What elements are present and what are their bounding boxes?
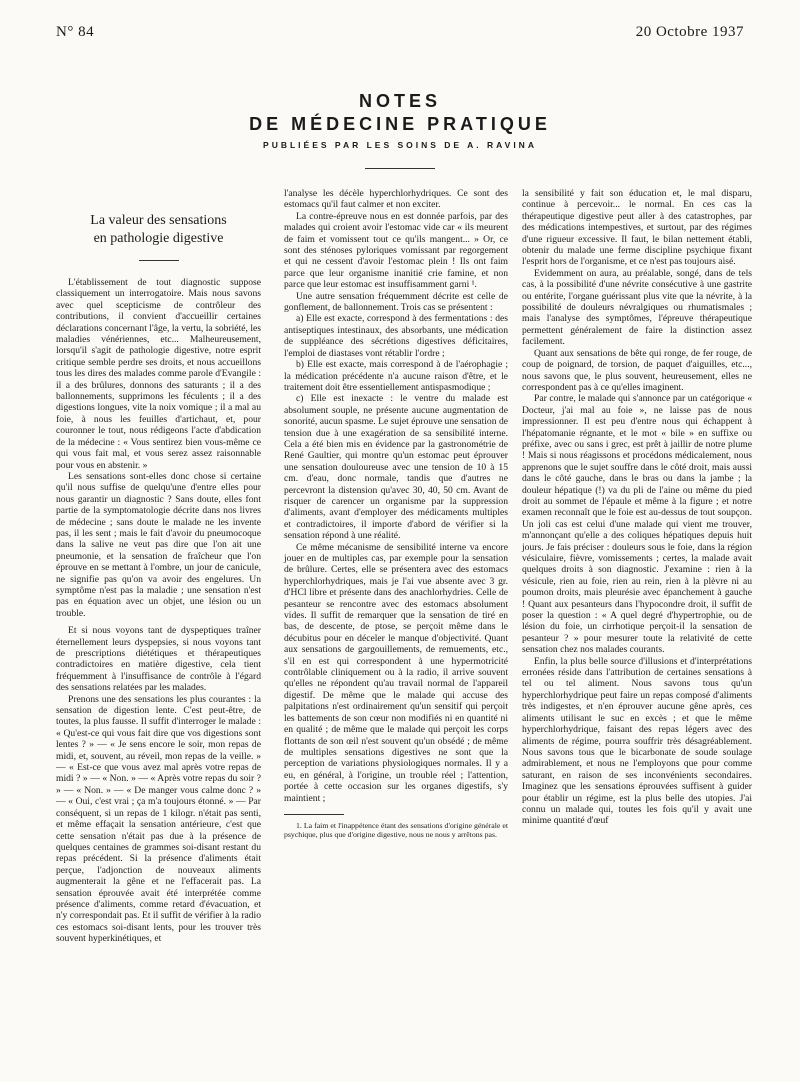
issue-date: 20 Octobre 1937 xyxy=(635,24,744,40)
column-2 xyxy=(284,188,508,840)
article-title-line1: La valeur des sensations xyxy=(90,213,227,228)
paragraph: Prenons une des sensations les plus courantes : la sensation de digestion lente. C'est peut-être, de toutes, la plus fausse. Il suffit d'interroger le malade : « Qu'est-ce qui vous fait dire que vos digestions sont lentes ? » — « Je sens encore le soir, mon repas de midi, et, souvent, au réveil, mon repas de la veille. » — « Est-ce que vous avez mal après votre repas de midi ? » — « Non. » — « Après votre repas du soir ? » — « Non. » — « De manger vous calme donc ? » — « Oui, c'est vrai ; ça m'a toujours étonné. » — Par conséquent, si un repas de 1 kilogr. n'était pas senti, et même effaçait la sensation antérieure, c'est que cette sensation n'était pas due à la présence de quelques centaines de grammes soi-disant restant du repas précédent. Si la présence d'aliments était perçue, l'adjonction de nouveaux aliments augmenterait la gêne et ne l'effacerait pas. La sensation éprouvée avait été interprétée comme présence d'aliments, comme retard d'évacuation, et n'y correspondait pas. Et il suffit de vérifier à la radio ces estomacs soi-disant lents, pour les trouver très souvent hyperkinétiques, et xyxy=(56,693,261,945)
paragraph: Ce même mécanisme de sensibilité interne va encore jouer en de multiples cas, par exemple pour la sensation de brûlure. Certes, elle se présentera avec des estomacs hyperchlorhydriques, mais je l'ai vue absente avec 3 gr. d'HCl libre et présente dans des anachlorhydries. Celle de pesanteur se rencontre avec des estomacs absolument vides. Il suffit de remarquer que la sensation de tiré en bas, de descente, de ptose, se perçoit même dans le décubitus pour en déceler le manque d'objectivité. Quant aux sensations de gargouillements, de remuements, etc., s'il en est qui correspondent à une hypermotricité contrôlable cliniquement ou à la radio, il arrive souvent qu'elles ne répondent qu'au travail normal de l'appareil digestif. De même que le malade qui accuse des palpitations n'est ordinairement qu'un sensitif qui perçoit les battements de son cœur non modifiés ni en quantité ni en qualité ; de même que le malade qui perçoit les corps flottants de son œil n'est souvent qu'un obsédé ; de même de multiples sensations digestives ne sont que la perception de variations physiologiques normales. Il y a eu, en général, à l'origine, un trouble réel ; l'attention, portée à cette occasion sur les organes digestifs, s'y maintient ; xyxy=(284,541,508,804)
article-title-line2: en pathologie digestive xyxy=(93,231,224,246)
paragraph: l'analyse les décèle hyperchlorhydriques. Ce sont des estomacs qu'il faut calmer et non exciter. xyxy=(284,188,508,211)
paragraph: Et si nous voyons tant de dyspeptiques traîner éternellement leurs dyspepsies, si nous voyons tant de prescriptions diététiques et thérapeutiques contradictoires en matière digestive, cela tient fréquemment à l'insuffisance de contrôle à l'égard des sensations relatées par les malades. xyxy=(56,625,261,694)
masthead xyxy=(0,90,800,169)
paragraph: La contre-épreuve nous en est donnée parfois, par des malades qui croient avoir l'estomac vide car « ils meurent de faim et vomissent tout ce qu'ils mangent... » Or, ce sont des sténoses pyloriques vomissant par regorgement et qui ne cessent d'avoir l'estomac plein ! Ils ont faim parce que leur organisme inanitié crie famine, et non parce que leur estomac est insuffisamment garni ¹. xyxy=(284,210,508,291)
paragraph: a) Elle est exacte, correspond à des fermentations : des antiseptiques intestinaux, des absorbants, une médication de suppléance des sécrétions digestives déficitaires, l'emploi de diastases vont rétablir l'ordre ; xyxy=(284,313,508,359)
column-1 xyxy=(56,212,261,945)
paragraph: L'établissement de tout diagnostic suppose classiquement un interrogatoire. Mais nous savons avec quel scepticisme de contrôleur des contributions, il convient d'accueillir certaines déclarations concernant l'âge, la vertu, la sobriété, les maladies vénériennes, etc... Malheureusement, lorsqu'il s'agit de pathologie digestive, notre esprit critique semble perdre ses droits, et nous accueillons tous les dires des malades comme parole d'Evangile : il a des brûlures, donnons des saturants ; il a des ballonnements, supprimons les féculents ; il a des digestions longues, vite la noix vomique ; il a mal au foie, à nous les feuilles d'artichaut, et, pour couronner le tout, nous rédigeons l'acte d'abdication de la médecine : « Vous sentirez bien vous-même ce qui vous fait mal, et vous serez assez raisonnable pour vous en abstenir. » xyxy=(56,277,261,471)
paragraph: Enfin, la plus belle source d'illusions et d'interprétations erronées réside dans l'attribution de certaines sensations à tel ou tel aliment. Nous savons tous qu'un hyperchlorhydrique peut faire un repas composé d'aliments très indigestes, et n'en éprouver aucune gêne après, ces aliments utilisant le suc en excès ; et que le même hyperchlorhydrique, faisant des repas légers avec des aliments de régime, pourra souffrir très désagréablement. Nous savons tous que le bicarbonate de soude soulage admirablement, et nous ne l'employons que pour comme saturant, en raison de ses inconvénients secondaires. Imaginez que les sensations éprouvées suffisent à guider pour établir un régime, est la plus belle des utopies. J'ai connu un malade qui, toutes les fois qu'il y avait une minime quantité d'œuf xyxy=(522,655,752,827)
page-number: N° 84 xyxy=(56,24,95,40)
paragraph: c) Elle est inexacte : le ventre du malade est absolument souple, ne présente aucune augmentation de sonorité, aucun spasme. Le sujet éprouve une sensation de tension due à une exagération de sa sensibilité interne. Cela a été bien mis en évidence par la gastronométrie de René Gaultier, qui montre qu'un estomac peut éprouver une sensation douloureuse avec une tension de 10 à 15 cm. d'eau, donc normale, tandis que d'autres ne percevront la distension qu'avec 30, 40, 50 cm. Avant de risquer de carencer un organisme par la suppression d'aliments, avant d'employer des médicaments multiples et contradictoires, il importe d'abord de vérifier si la sensation répond à une réalité. xyxy=(284,393,508,542)
paragraph: Les sensations sont-elles donc chose si certaine qu'il nous suffise de quelqu'une d'entre elles pour nous garantir un diagnostic ? Sans doute, elles font partie de la symptomatologie décrite dans nos livres de médecine ; sans doute le malade ne les invente pas, il les sent ; mais le fait d'avoir du pneumocoque dans la salive ne veut pas dire que l'on ait une pneumonie, et la sensation de fraîcheur que l'on éprouve en se mettant à l'ombre, un jour de canicule, ne signifie pas qu'on va avoir des engelures. Un symptôme n'est pas la maladie ; une sensation n'est pas en équation avec un objet, une lésion ou un trouble. xyxy=(56,470,261,619)
masthead-divider xyxy=(365,168,435,169)
footnote: 1. La faim et l'inappétence étant des sensations d'origine générale et psychique, plus que d'origine digestive, nous ne nous y arrêtons pas. xyxy=(284,820,508,840)
paragraph: Une autre sensation fréquemment décrite est celle de gonflement, de ballonnement. Trois cas se présentent : xyxy=(284,290,508,314)
footnote-divider xyxy=(284,814,344,815)
masthead-line1: NOTES xyxy=(358,91,441,111)
paragraph: Quant aux sensations de bête qui ronge, de fer rouge, de coup de poignard, de torsion, de paquet d'aiguilles, etc..., nous savons que, le plus souvent, heureusement, elles ne correspondent pas à ce qu'elles imaginent. xyxy=(522,347,752,393)
masthead-line2: DE MÉDECINE PRATIQUE xyxy=(249,114,551,134)
paragraph: Evidemment on aura, au préalable, songé, dans de tels cas, à la possibilité d'une névrite consécutive à une gastrite ou entérite, l'organe guérissant plus vite que la névrite, à la possibilité de douleurs névralgiques ou rhumatismales ; mais l'analyse des symptômes, l'épreuve thérapeutique permettent généralement de faire la distinction assez facilement. xyxy=(522,267,752,348)
paragraph: Par contre, le malade qui s'annonce par un catégorique « Docteur, j'ai mal au foie », ne laisse pas de nous impressionner. Il est peu d'entre nous qui échappent à l'hépatomanie régnante, et le mot « bile » en suffixe ou préfixe, avec ou sans i grec, est prêt à jaillir de notre plume ! Mais si nous réagissons et procédons médicalement, nous apprenons que le sujet souffre dans le côté droit, mais aussi dans le côté gauche, dans le bras ou dans la jambe ; la douleur hépatique (!) va du pli de l'aine ou même du pied droit au sommet de l'épaule et même à la figure ; et notre examen reconnaît que le foie est au-dessus de tout soupçon. Un joli cas est celui d'une malade qui vient me trouver, m'annonçant qu'elle a des coliques hépatiques depuis huit jours. Je fais préciser : douleurs sous le foie, dans la région vésiculaire, fièvre, vomissements ; certes, la malade avait quelques droits à son diagnostic. J'examine : rien à la vésicule, rien au foie, rien au rein, rien à la plèvre ni au poumon droits, mais pleurésie avec épanchement à gauche ! Quant aux pesanteurs dans l'hypocondre droit, il suffit de poser la question : « A quel degré d'hypertrophie, ou de lésion du foie, un cirrhotique perçoit-il la sensation de pesanteur ? » pour mesurer toute la relativité de cette sensation chez nos malades courants. xyxy=(522,393,752,656)
article-title xyxy=(56,212,261,248)
masthead-line3: PUBLIÉES PAR LES SOINS DE A. RAVINA xyxy=(263,140,537,150)
column-3 xyxy=(522,188,752,827)
paragraph: la sensibilité y fait son éducation et, le mal disparu, continue à percevoir... le normal. En ces cas la thérapeutique digestive peut aller à des catastrophes, par des médications intempestives, et surtout, par des régimes d'une rigueur excessive. Il faut, le bilan nettement établi, obtenir du malade une ferme discipline psychique fixant l'esprit hors de l'organisme, et ce n'est pas toujours aisé. xyxy=(522,188,752,268)
title-divider xyxy=(139,260,179,261)
paragraph: b) Elle est exacte, mais correspond à de l'aérophagie ; la médication précédente n'a aucune raison d'être, et le traitement doit être essentiellement antispasmodique ; xyxy=(284,359,508,393)
